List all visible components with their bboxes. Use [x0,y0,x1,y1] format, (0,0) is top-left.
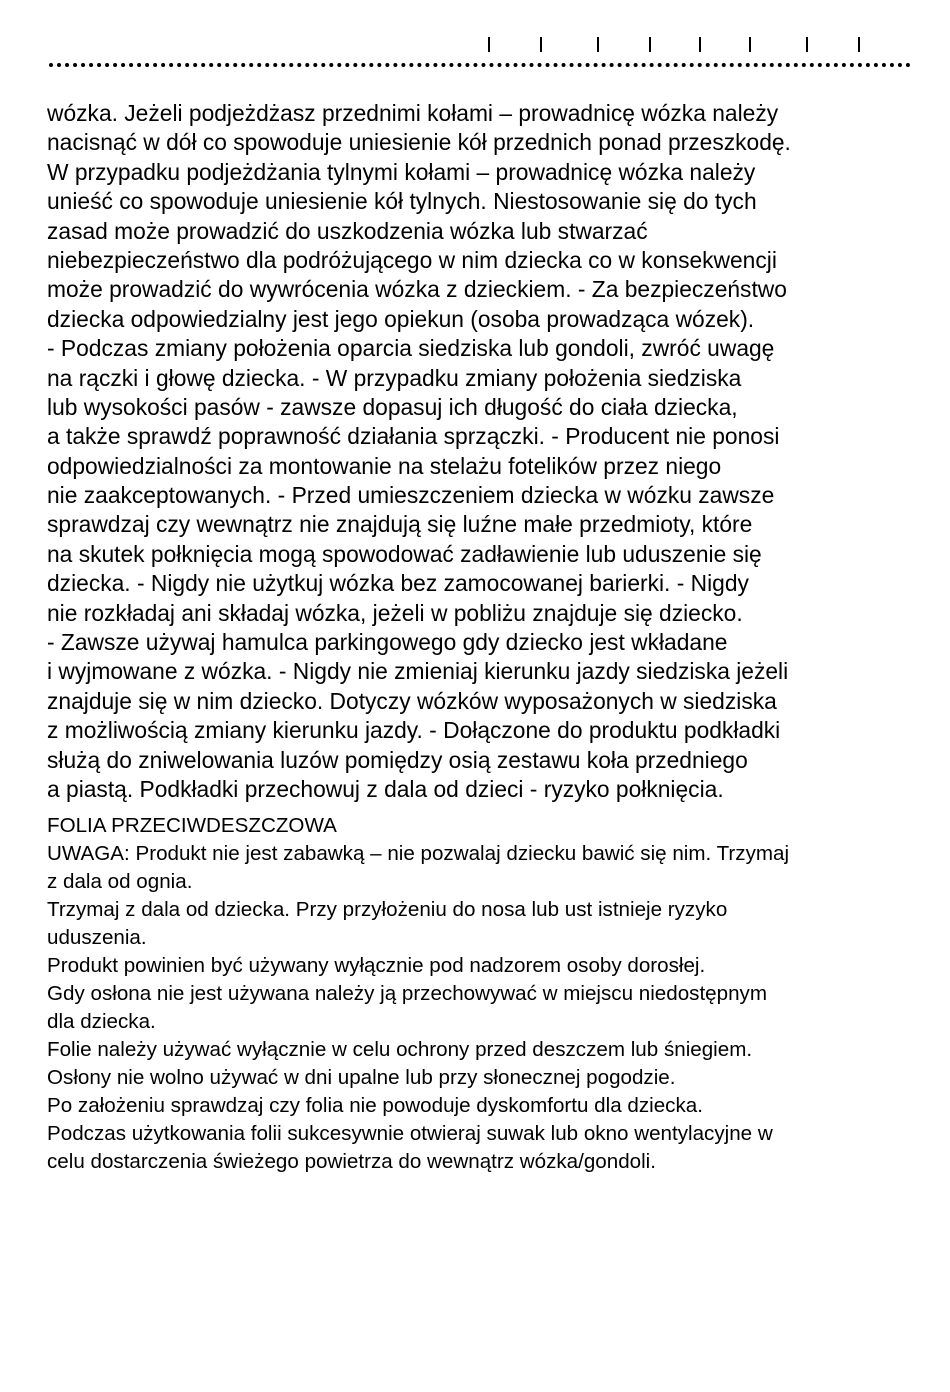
tick-mark [488,37,490,52]
text-line: zasad może prowadzić do uszkodzenia wózka lub stwarzać [47,217,648,244]
text-line: odpowiedzialności za montowanie na stelażu fotelików przez niego [47,452,722,479]
text-line: służą do zniwelowania luzów pomiędzy osią zestawu koła przedniego [47,746,748,773]
text-line: uduszenia. [47,926,147,949]
text-line: niebezpieczeństwo dla podróżującego w nim dziecka co w konsekwencji [47,246,777,273]
tick-mark [806,37,808,52]
text-line: dziecka. - Nigdy nie użytkuj wózka bez zamocowanej barierki. - Nigdy [47,570,749,597]
text-line: a piastą. Podkładki przechowuj z dala od dzieci - ryzyko połknięcia. [47,775,724,802]
text-line: Gdy osłona nie jest używana należy ją przechowywać w miejscu niedostępnym [47,982,767,1005]
text-line: lub wysokości pasów - zawsze dopasuj ich długość do ciała dziecka, [47,393,738,420]
tick-mark-row [0,37,950,53]
text-line: sprawdzaj czy wewnątrz nie znajdują się luźne małe przedmioty, które [47,511,753,538]
text-line: może prowadzić do wywrócenia wózka z dzieckiem. - Za bezpieczeństwo [47,276,787,303]
section-heading: FOLIA PRZECIWDESZCZOWA [47,814,337,837]
dotted-separator [49,63,911,67]
text-line: dla dziecka. [47,1010,156,1033]
tick-mark [649,37,651,52]
text-line: z dala od ognia. [47,870,193,893]
text-line: unieść co spowoduje uniesienie kół tylnych. Niestosowanie się do tych [47,188,757,215]
text-line: znajduje się w nim dziecko. Dotyczy wózków wyposażonych w siedziska [47,687,777,714]
tick-mark [597,37,599,52]
safety-instructions-paragraph [47,99,947,804]
text-line: i wyjmowane z wózka. - Nigdy nie zmieniaj kierunku jazdy siedziska jeżeli [47,658,789,685]
text-line: W przypadku podjeżdżania tylnymi kołami – prowadnicę wózka należy [47,158,756,185]
text-line: nie zaakceptowanych. - Przed umieszczeniem dziecka w wózku zawsze [47,482,775,509]
text-line: - Podczas zmiany położenia oparcia siedziska lub gondoli, zwróć uwagę [47,335,775,362]
text-line: celu dostarczenia świeżego powietrza do wewnątrz wózka/gondoli. [47,1150,656,1173]
text-line: a także sprawdź poprawność działania sprzączki. - Producent nie ponosi [47,423,780,450]
tick-mark [699,37,701,52]
rain-cover-section [47,812,950,1176]
text-line: UWAGA: Produkt nie jest zabawką – nie pozwalaj dziecku bawić się nim. Trzymaj [47,842,790,865]
text-line: Trzymaj z dala od dziecka. Przy przyłożeniu do nosa lub ust istnieje ryzyko [47,898,728,921]
text-line: nie rozkładaj ani składaj wózka, jeżeli w pobliżu znajduje się dziecko. [47,599,743,626]
text-line: wózka. Jeżeli podjeżdżasz przednimi kołami – prowadnicę wózka należy [47,100,779,126]
tick-mark [749,37,751,52]
text-line: nacisnąć w dół co spowoduje uniesienie kół przednich ponad przeszkodę. [47,129,791,156]
text-line: Folie należy używać wyłącznie w celu ochrony przed deszczem lub śniegiem. [47,1038,753,1061]
text-line: na rączki i głowę dziecka. - W przypadku zmiany położenia siedziska [47,364,742,391]
text-line: Po założeniu sprawdzaj czy folia nie powoduje dyskomfortu dla dziecka. [47,1094,703,1117]
text-line: Osłony nie wolno używać w dni upalne lub przy słonecznej pogodzie. [47,1066,676,1089]
text-line: Produkt powinien być używany wyłącznie pod nadzorem osoby dorosłej. [47,954,706,977]
text-line: dziecka odpowiedzialny jest jego opiekun (osoba prowadząca wózek). [47,305,755,332]
tick-mark [540,37,542,52]
tick-mark [858,37,860,52]
text-line: na skutek połknięcia mogą spowodować zadławienie lub uduszenie się [47,540,762,567]
text-line: z możliwością zmiany kierunku jazdy. - Dołączone do produktu podkładki [47,717,781,744]
text-line: - Zawsze używaj hamulca parkingowego gdy dziecko jest wkładane [47,629,728,656]
text-line: Podczas użytkowania folii sukcesywnie otwieraj suwak lub okno wentylacyjne w [47,1122,773,1145]
